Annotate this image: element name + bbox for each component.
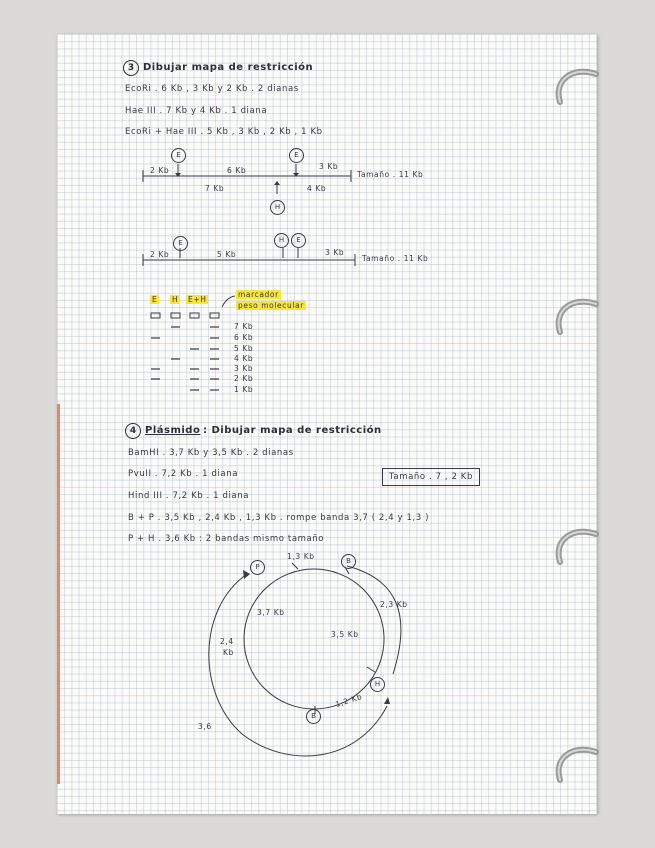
section4-pvuii-line: PvuII . 7,2 Kb . 1 diana (128, 469, 239, 479)
gel-marker-label-1: marcador (238, 290, 279, 299)
gel-marker-label-2: peso molecular (238, 301, 304, 310)
section4-title-word: Plásmido (145, 425, 201, 436)
section4-hindiii-line: Hind III . 7,2 Kb . 1 diana (128, 491, 250, 501)
binder-ring-3 (548, 522, 608, 572)
map1-seg-2kb: 2 Kb (150, 166, 170, 175)
plasmid-inner-circle (244, 569, 384, 709)
map1-arrow-h (274, 181, 280, 185)
plasmid-bamhi-site-bottom: B (306, 709, 321, 724)
plasmid-hindiii-site: H (370, 677, 385, 692)
section3-ecori-line: EcoRi . 6 Kb , 3 Kb y 2 Kb . 2 dianas (125, 84, 299, 94)
plasmid-label-1-3kb: 1,3 Kb (287, 552, 315, 561)
binder-ring-1 (548, 62, 608, 112)
plasmid-outer-arc-left (209, 574, 387, 756)
map1-seg-3kb: 3 Kb (319, 162, 339, 171)
marker-arrow (222, 296, 235, 307)
map2-seg-2kb: 2 Kb (150, 250, 170, 259)
plasmid-cut-top (292, 563, 298, 569)
map1-ecori-site-1: E (171, 148, 186, 163)
map2-size: Tamaño . 11 Kb (362, 254, 429, 263)
map2-seg-3kb: 3 Kb (325, 248, 345, 257)
plasmid-cut-h (367, 667, 375, 672)
plasmid-label-2-3kb: 2,3 Kb (380, 600, 408, 609)
plasmid-label-3-5kb: 3,5 Kb (331, 630, 359, 639)
marker-size-7kb: 7 Kb (234, 322, 254, 331)
plasmid-bamhi-site-top: B (341, 554, 356, 569)
map1-size: Tamaño . 11 Kb (357, 170, 424, 179)
map2-haeiii-site: H (274, 233, 289, 248)
binder-ring-2 (548, 292, 608, 342)
map2-ecori-site-1: E (173, 236, 188, 251)
gel-lane-h: H (172, 295, 179, 304)
gel-lane-eh: E+H (188, 295, 207, 304)
marker-size-2kb: 2 Kb (234, 374, 254, 383)
marker-size-1kb: 1 Kb (234, 385, 254, 394)
plasmid-pvuii-site: P (250, 560, 265, 575)
section4-bamhi-line: BamHI . 3,7 Kb y 3,5 Kb . 2 dianas (128, 448, 294, 458)
section4-number: 4 (125, 423, 141, 439)
map2-ecori-site-2: E (291, 233, 306, 248)
section4-title-rest: : Dibujar mapa de restricción (203, 425, 382, 436)
section3-number: 3 (123, 60, 139, 76)
section3-haeiii-line: Hae III . 7 Kb y 4 Kb . 1 diana (125, 106, 268, 116)
plasmid-label-kb: Kb (223, 648, 234, 657)
plasmid-arrow-top (243, 570, 250, 579)
binder-ring-4 (548, 740, 608, 790)
plasmid-label-3-6: 3,6 (198, 722, 212, 731)
marker-size-4kb: 4 Kb (234, 354, 254, 363)
section4-ph-line: P + H . 3,6 Kb : 2 bandas mismo tamaño (128, 534, 325, 544)
map1-seg-4kb: 4 Kb (307, 184, 327, 193)
plasmid-label-1-2kb: 1,2 Kb (334, 691, 364, 710)
marker-size-5kb: 5 Kb (234, 344, 254, 353)
map2-seg-5kb: 5 Kb (217, 250, 237, 259)
map1-ecori-site-2: E (289, 148, 304, 163)
plasmid-size-box: Tamaño . 7 , 2 Kb (382, 468, 480, 486)
map1-seg-7kb: 7 Kb (205, 184, 225, 193)
section3-title: Dibujar mapa de restricción (143, 62, 314, 73)
plasmid-label-2-4: 2,4 (220, 637, 234, 646)
gel-lane-e: E (152, 295, 158, 304)
map1-seg-6kb: 6 Kb (227, 166, 247, 175)
section3-combined-line: EcoRi + Hae III . 5 Kb , 3 Kb , 2 Kb , 1 Kb (125, 127, 323, 137)
map1-haeiii-site: H (270, 200, 285, 215)
notebook-page (57, 34, 597, 814)
plasmid-arrow-bottom (384, 697, 390, 704)
section4-bp-line: B + P . 3,5 Kb , 2,4 Kb , 1,3 Kb . rompe banda 3,7 ( 2,4 y 1,3 ) (128, 513, 430, 523)
plasmid-label-3-7kb: 3,7 Kb (257, 608, 285, 617)
marker-size-6kb: 6 Kb (234, 333, 254, 342)
marker-size-3kb: 3 Kb (234, 364, 254, 373)
